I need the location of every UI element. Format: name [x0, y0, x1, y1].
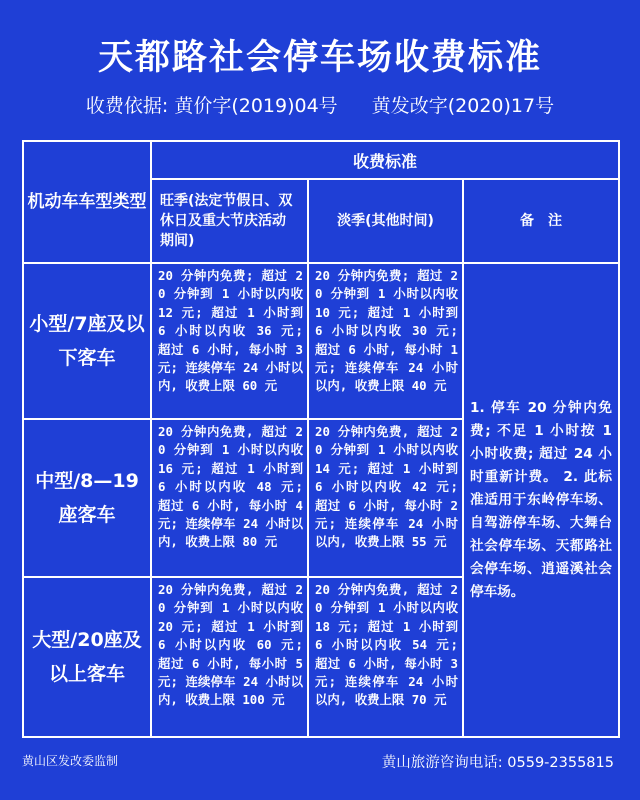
- hotline: 黄山旅游咨询电话: 0559-2355815: [381, 755, 614, 771]
- vehicle-type-large: 大型/20座及以上客车: [23, 577, 151, 737]
- header-offpeak-season: 淡季(其他时间): [308, 179, 463, 263]
- table-row: [23, 263, 619, 419]
- fee-peak-medium: 20 分钟内免费, 超过 20 分钟到 1 小时以内收 16 元; 超过 1 小时到 6 小时以内收 48 元; 超过 6 小时, 每小时 4 元; 连续停车 24 小时以内, 收费上限 80 元: [151, 419, 308, 577]
- header-fee-standard: 收费标准: [151, 141, 619, 179]
- header-peak-season: 旺季(法定节假日、双休日及重大节庆活动期间): [151, 179, 308, 263]
- fee-peak-large: 20 分钟内免费, 超过 20 分钟到 1 小时以内收 20 元; 超过 1 小时到 6 小时以内收 60 元; 超过 6 小时, 每小时 5 元; 连续停车 24 小时以内, 收费上限 100 元: [151, 577, 308, 737]
- notes-cell: 1. 停车 20 分钟内免费; 不足 1 小时按 1 小时收费; 超过 24 小时重新计费。 2. 此标准适用于东岭停车场、自驾游停车场、大舞台社会停车场、天都路社会停车场、逍遥溪社会停车场。: [463, 263, 619, 737]
- fee-table: [22, 140, 620, 738]
- fee-basis-doc2: 黄发改字(2020)17号: [371, 95, 555, 117]
- supervisor-note: 黄山区发改委监制: [22, 754, 119, 768]
- fee-offpeak-small: 20 分钟内免费; 超过 20 分钟到 1 小时以内收 10 元; 超过 1 小时到 6 小时以内收 30 元; 超过 6 小时, 每小时 1 元; 连续停车 24 小时以内, 收费上限 40 元: [308, 263, 463, 419]
- header-notes: 备 注: [463, 179, 619, 263]
- vehicle-type-small: 小型/7座及以下客车: [23, 263, 151, 419]
- fee-basis: [0, 91, 640, 118]
- fee-offpeak-medium: 20 分钟内免费, 超过 20 分钟到 1 小时以内收 14 元; 超过 1 小时到 6 小时以内收 42 元; 超过 6 小时, 每小时 2 元; 连续停车 24 小时以内, 收费上限 55 元: [308, 419, 463, 577]
- fee-offpeak-large: 20 分钟内免费, 超过 20 分钟到 1 小时以内收 18 元; 超过 1 小时到 6 小时以内收 54 元; 超过 6 小时, 每小时 3 元; 连续停车 24 小时以内, 收费上限 70 元: [308, 577, 463, 737]
- fee-basis-doc1: 收费依据: 黄价字(2019)04号: [85, 95, 338, 117]
- fee-peak-small: 20 分钟内免费; 超过 20 分钟到 1 小时以内收 12 元; 超过 1 小时到 6 小时以内收 36 元; 超过 6 小时, 每小时 3 元; 连续停车 24 小时以内, 收费上限 60 元: [151, 263, 308, 419]
- header-vehicle-type: 机动车车型类型: [23, 141, 151, 263]
- vehicle-type-medium: 中型/8—19座客车: [23, 419, 151, 577]
- page-title: 天都路社会停车场收费标准: [97, 37, 542, 78]
